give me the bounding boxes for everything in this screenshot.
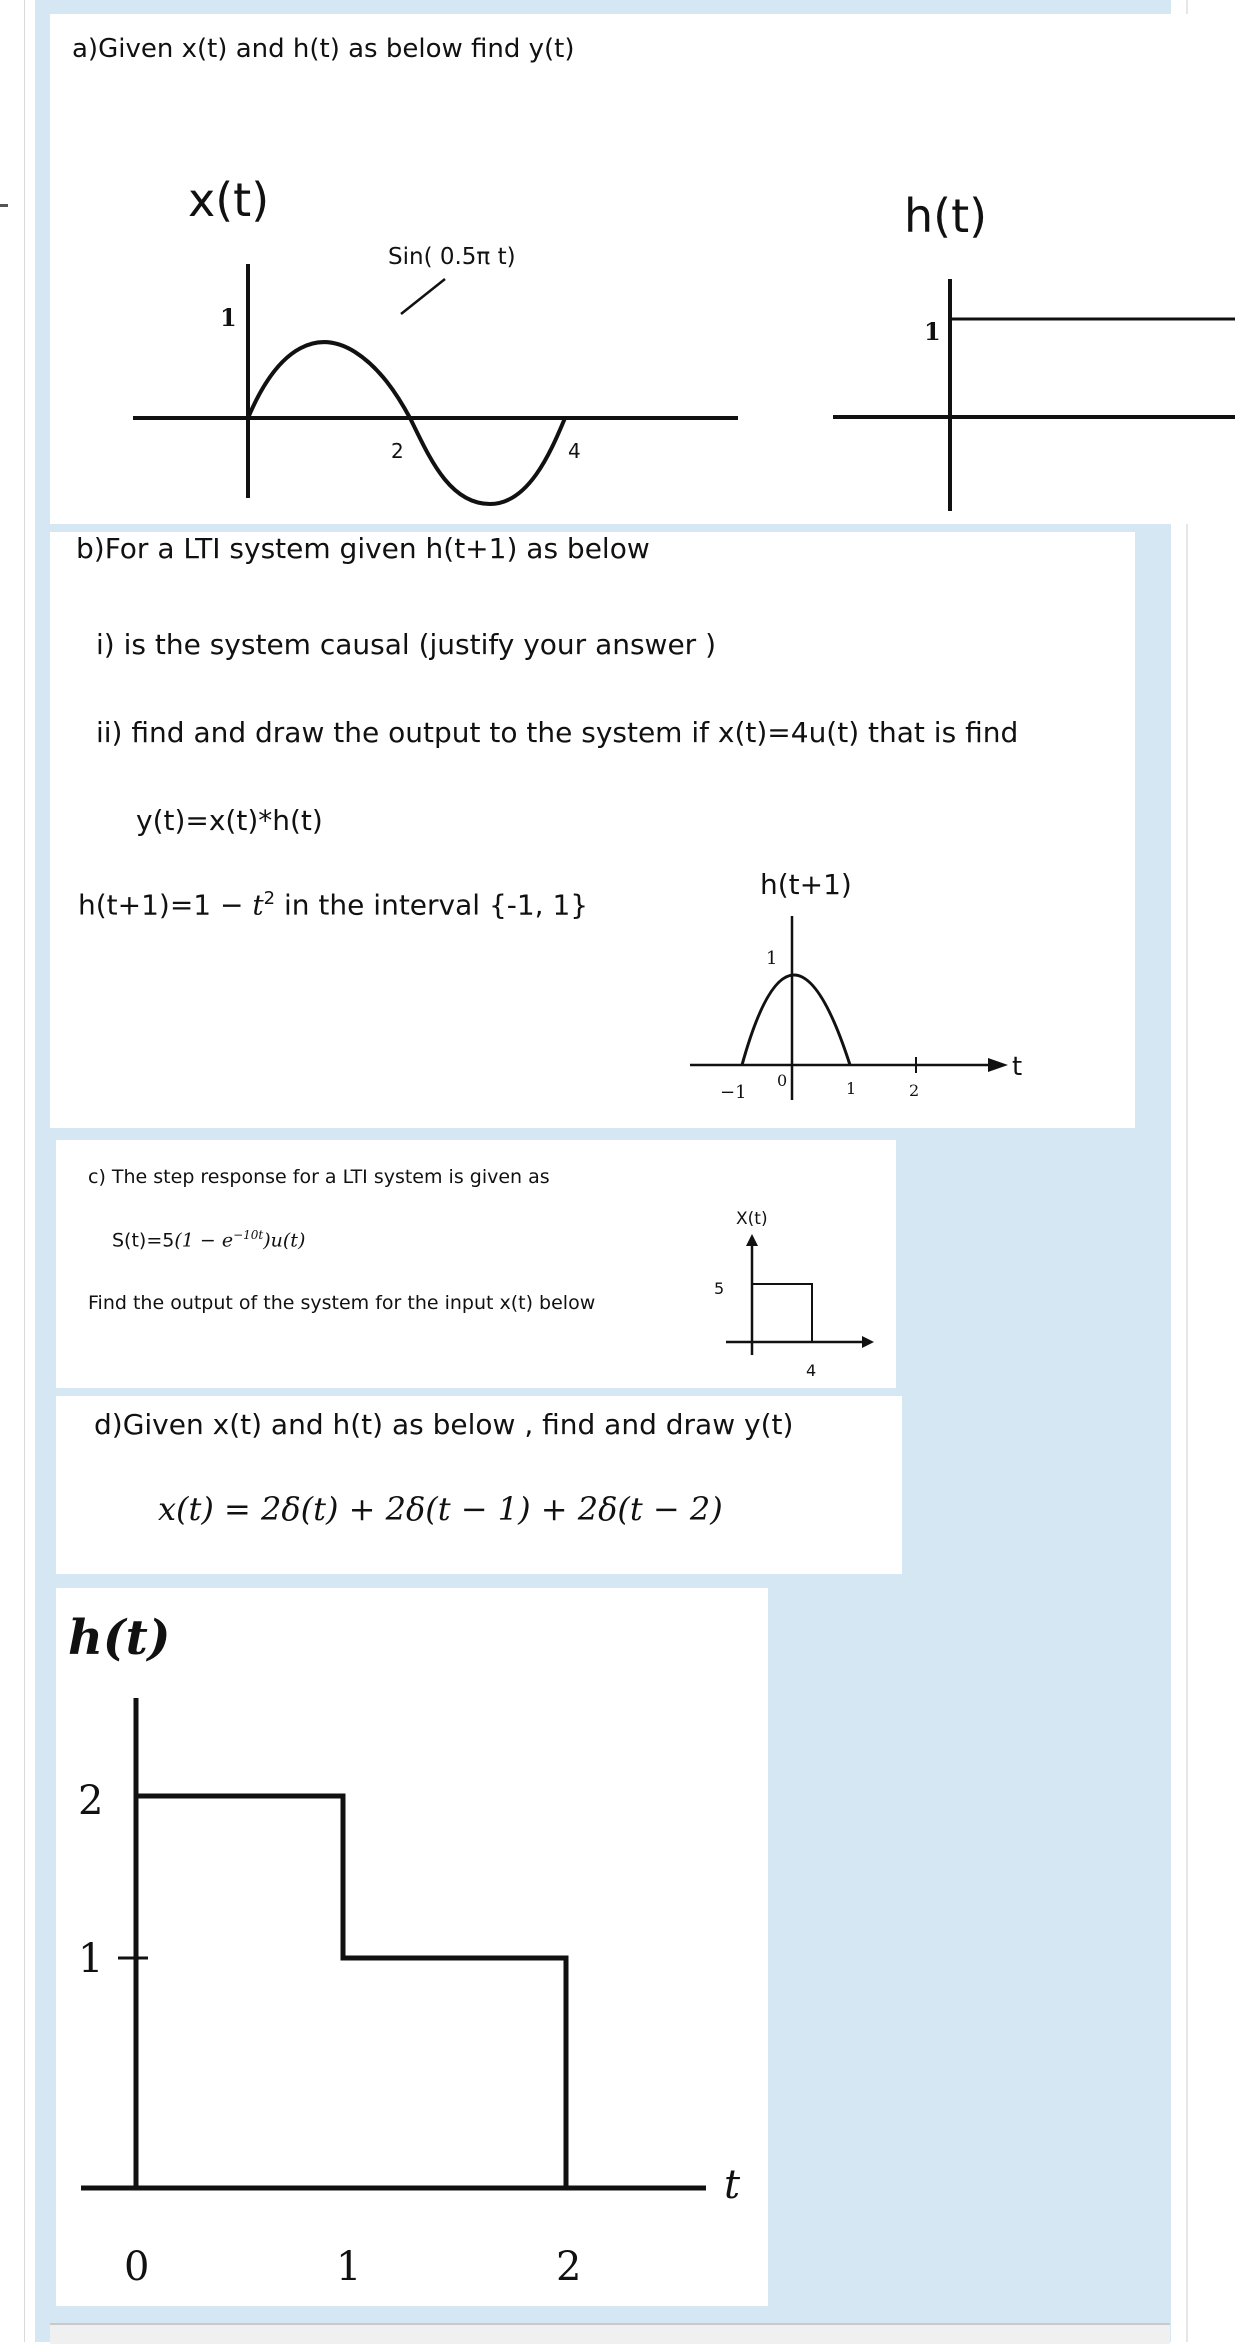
part-d-panel — [56, 1396, 902, 1574]
x-amplitude-label: 1 — [220, 303, 237, 332]
step-eq-prefix: S(t)=5 — [112, 1229, 175, 1252]
graph-c-title: X(t) — [736, 1209, 768, 1229]
graph-b-arrowhead — [988, 1058, 1008, 1072]
part-b-panel — [50, 532, 1135, 1128]
graph-d-y-tick-2: 2 — [78, 1778, 104, 1824]
part-d-x-equation: x(t) = 2δ(t) + 2δ(t − 1) + 2δ(t − 2) — [158, 1490, 723, 1528]
graph-b-tick-neg1: −1 — [720, 1082, 747, 1103]
graph-b-axis-t: t — [1012, 1052, 1023, 1082]
step-eq-tail: )u(t) — [263, 1229, 306, 1252]
part-b-question: b)For a LTI system given h(t+1) as below — [76, 532, 650, 565]
part-d-graph-panel — [56, 1588, 768, 2306]
rail-marker — [0, 204, 8, 207]
graph-d-y-tick-1: 1 — [78, 1936, 104, 1982]
graph-c-amplitude: 5 — [714, 1279, 725, 1298]
bottom-input-bar — [50, 2323, 1170, 2344]
graph-d-axis-t: t — [724, 2162, 741, 2208]
h-def-var: t — [252, 888, 264, 922]
graph-c-tick-4: 4 — [806, 1361, 817, 1380]
sin-label-pointer — [401, 279, 445, 314]
graph-d-x-tick-1: 1 — [336, 2244, 362, 2290]
h-def-exponent: 2 — [263, 888, 276, 909]
graph-b-tick-0: 0 — [777, 1071, 788, 1090]
h-graph-title: h(t) — [904, 189, 988, 243]
part-b-item-ii: ii) find and draw the output to the system if x(t)=4u(t) that is find — [96, 716, 1019, 749]
h-amplitude-label: 1 — [924, 317, 941, 346]
graph-d-title: h(t) — [68, 1610, 171, 1666]
step-eq-exponent: −10t — [233, 1228, 264, 1242]
h-def-suffix: in the interval {-1, 1} — [275, 888, 589, 922]
part-c-instruction: Find the output of the system for the input x(t) below — [88, 1292, 596, 1314]
x-tick-4: 4 — [568, 439, 581, 463]
part-d-question: d)Given x(t) and h(t) as below , find and draw y(t) — [94, 1408, 794, 1441]
graph-c-right-arrow — [862, 1336, 874, 1348]
part-b-convolution: y(t)=x(t)*h(t) — [136, 804, 323, 837]
graph-b-tick-2: 2 — [909, 1081, 920, 1100]
graph-b-title: h(t+1) — [760, 868, 852, 901]
h-t-plus-1-graph — [50, 532, 1135, 1128]
sin-label: Sin( 0.5π t) — [388, 244, 516, 270]
graph-d-x-tick-2: 2 — [556, 2244, 582, 2290]
step-function — [950, 319, 1235, 417]
part-c-panel — [56, 1140, 896, 1388]
parabola-curve — [742, 975, 850, 1065]
graph-b-amplitude: 1 — [766, 948, 778, 969]
h-def-prefix: h(t+1)=1 − — [78, 888, 253, 922]
graph-b-tick-1: 1 — [846, 1079, 857, 1098]
part-a-graphs — [50, 14, 1235, 524]
x-tick-2: 2 — [391, 439, 404, 463]
graph-c-up-arrow — [746, 1234, 758, 1246]
staircase-signal — [136, 1796, 566, 2188]
part-a-panel — [50, 14, 1235, 524]
h-staircase-graph — [56, 1588, 768, 2306]
part-c-question: c) The step response for a LTI system is given as — [88, 1166, 550, 1188]
part-a-question: a)Given x(t) and h(t) as below find y(t) — [72, 34, 575, 64]
left-rail — [0, 0, 25, 2342]
x-graph-title: x(t) — [188, 173, 270, 227]
step-eq-math: (1 − e — [174, 1229, 234, 1252]
x-pulse-graph — [56, 1140, 896, 1388]
part-b-item-i: i) is the system causal (justify your answer ) — [96, 628, 717, 661]
graph-d-x-tick-0: 0 — [124, 2244, 150, 2290]
rectangular-pulse — [752, 1284, 812, 1342]
sine-curve — [248, 342, 565, 504]
